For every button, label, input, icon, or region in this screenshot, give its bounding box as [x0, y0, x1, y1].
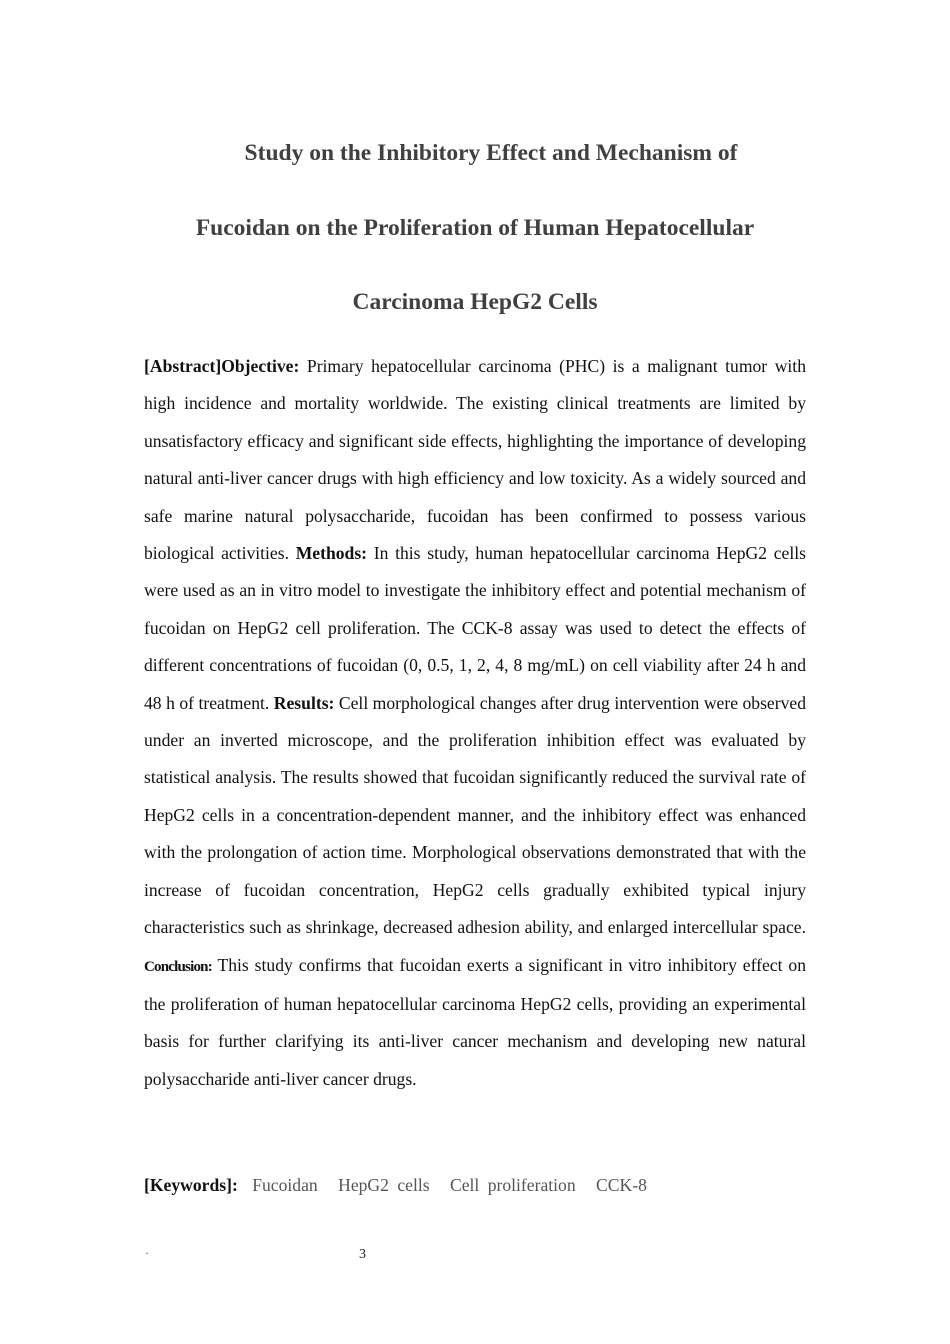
- keywords-label: [Keywords]:: [144, 1175, 238, 1195]
- results-text: Cell morphological changes after drug intervention were observed under an inverted microscope, and the proliferation inhibition effect was evaluated by statistical analysis. The results showed that fucoidan significantly reduced the survival rate of HepG2 cells in a concentration-dependent manner, and the inhibitory effect was enhanced with the prolongation of action time. Morphological observations demonstrated that with the increase of fucoidan concentration, HepG2 cells gradually exhibited typical injury characteristics such as shrinkage, decreased adhesion ability, and enlarged intercellular space.: [144, 692, 806, 938]
- title-line-3: Carcinoma HepG2 Cells: [352, 289, 598, 315]
- keywords-line: [144, 1170, 663, 1200]
- keyword-item: Fucoidan: [252, 1175, 318, 1195]
- objective-label: Objective:: [221, 356, 300, 376]
- footer-dot: ·: [145, 1246, 149, 1260]
- methods-text: In this study, human hepatocellular carcinoma HepG2 cells were used as an in vitro model to investigate the inhibitory effect and potential mechanism of fucoidan on HepG2 cell proliferation. The CCK-8 assay was used to detect the effects of different concentrations of fucoidan (0, 0.5, 1, 2, 4, 8 mg/mL) on cell viability after 24 h and 48 h of treatment.: [144, 543, 806, 713]
- conclusion-text: This study confirms that fucoidan exerts a significant in vitro inhibitory effect on the proliferation of human hepatocellular carcinoma HepG2 cells, providing an experimental basis for further clarifying its anti-liver cancer mechanism and developing new natural polysaccharide anti-liver cancer drugs.: [144, 954, 806, 1089]
- keyword-item: Cell proliferation: [449, 1175, 576, 1195]
- conclusion-label: Conclusion:: [144, 958, 212, 975]
- methods-label: Methods:: [295, 543, 368, 564]
- paper-title: [140, 116, 810, 340]
- results-label: Results:: [273, 692, 335, 713]
- abstract-label: [Abstract]: [144, 356, 222, 376]
- objective-text: Primary hepatocellular carcinoma (PHC) is a malignant tumor with high incidence and mortality worldwide. The existing clinical treatments are limited by unsatisfactory efficacy and significant side effects, highlighting the importance of developing natural anti-liver cancer drugs with high efficiency and low toxicity. As a widely sourced and safe marine natural polysaccharide, fucoidan has been confirmed to possess various biological activities.: [144, 356, 806, 564]
- keyword-item: HepG2 cells: [338, 1175, 430, 1195]
- page-number: 3: [359, 1247, 366, 1262]
- title-line-1: Study on the Inhibitory Effect and Mechanism of: [244, 140, 738, 166]
- title-line-2: Fucoidan on the Proliferation of Human Hepatocellular: [195, 214, 755, 241]
- abstract-paragraph: [144, 348, 806, 1098]
- keyword-item: CCK-8: [596, 1175, 647, 1195]
